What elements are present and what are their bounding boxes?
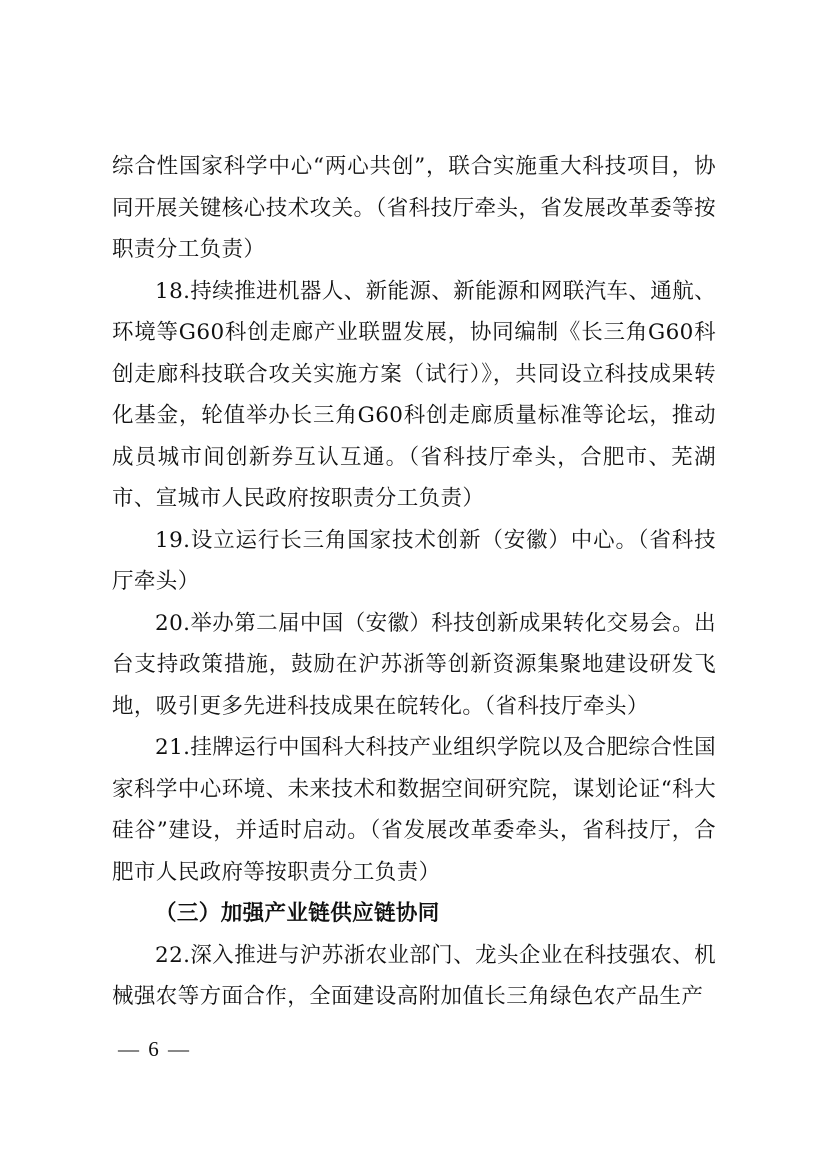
- paragraph-item-22: 22.深入推进与沪苏浙农业部门、龙头企业在科技强农、机械强农等方面合作，全面建设高附加值长三角绿色农产品生产: [112, 942, 716, 1009]
- section-heading: （三）加强产业链供应链协同: [155, 901, 440, 926]
- document-body: [112, 146, 716, 1018]
- paragraph-item-18: 18.持续推进机器人、新能源、新能源和网联汽车、通航、环境等G60科创走廊产业联盟发展，协同编制《长三角G60科创走廊科技联合攻关实施方案（试行）》，共同设立科技成果转化基金，轮值举办长三角G60科创走廊质量标准等论坛，推动成员城市间创新券互认互通。（省科技厅牵头，合肥市、芜湖市、宣城市人民政府按职责分工负责）: [112, 278, 716, 511]
- page-number: — 6 —: [118, 1037, 191, 1061]
- paragraph-item-20: 20.举办第二届中国（安徽）科技创新成果转化交易会。出台支持政策措施，鼓励在沪苏浙等创新资源集聚地建设研发飞地，吸引更多先进科技成果在皖转化。（省科技厅牵头）: [112, 610, 716, 719]
- paragraph-item-19: 19.设立运行长三角国家技术创新（安徽）中心。（省科技厅牵头）: [112, 527, 716, 594]
- paragraph-continuation: 综合性国家科学中心“两心共创”，联合实施重大科技项目，协同开展关键核心技术攻关。（省科技厅牵头，省发展改革委等按职责分工负责）: [112, 154, 716, 262]
- paragraph-item-21: 21.挂牌运行中国科大科技产业组织学院以及合肥综合性国家科学中心环境、未来技术和数据空间研究院，谋划论证“科大硅谷”建设，并适时启动。（省发展改革委牵头，省科技厅，合肥市人民政府等按职责分工负责）: [112, 735, 716, 885]
